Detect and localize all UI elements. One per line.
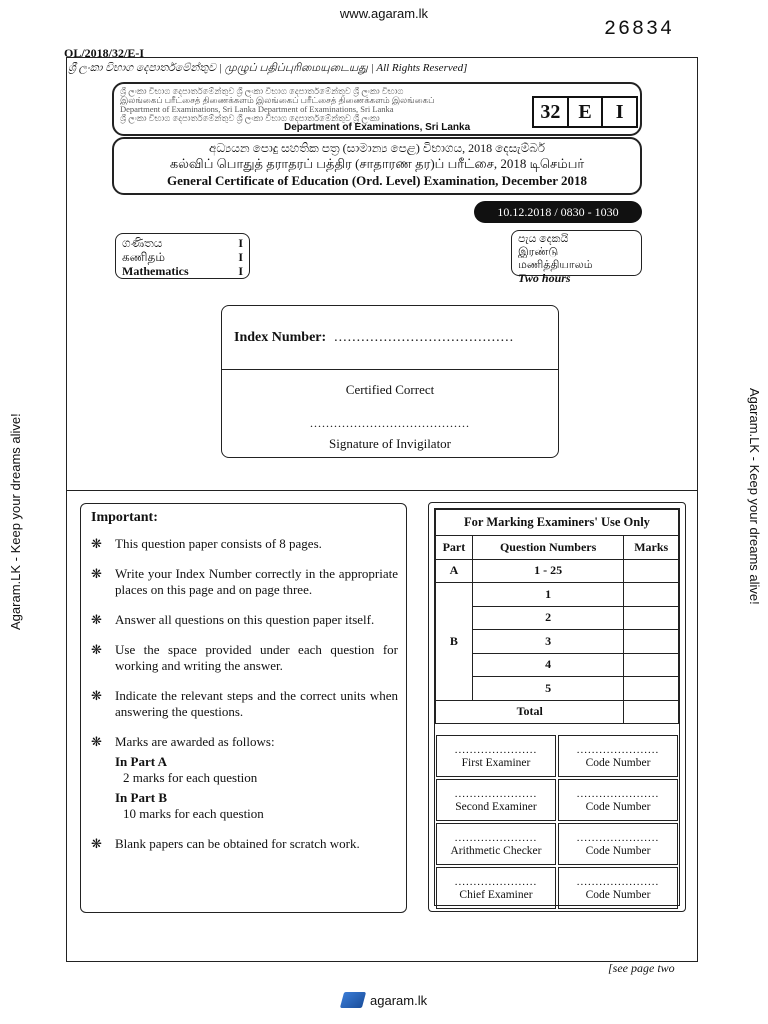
subject-numeral: I: [238, 264, 243, 278]
examiner-row: [435, 822, 679, 866]
table-row: [436, 559, 679, 583]
marks-cell[interactable]: [624, 653, 679, 677]
part-b-cell: B: [436, 583, 473, 701]
instruction-item: ❋ Write your Index Number correctly in the appropriate places on this page and on page three.: [91, 566, 398, 597]
subject-sinhala: ගණිතය: [122, 236, 163, 250]
instruction-item: ❋ Blank papers can be obtained for scratch work.: [91, 836, 360, 851]
marking-table-frame: [434, 508, 680, 906]
signature-label: Signature of Invigilator: [328, 436, 452, 451]
instruction-item: ❋ Marks are awarded as follows:: [91, 734, 275, 749]
part-a-cell: A: [436, 559, 473, 583]
instruction-item: ❋ Answer all questions on this question paper itself.: [91, 612, 375, 627]
subject-code-paper: I: [615, 100, 624, 123]
star-icon: ❋: [91, 642, 102, 657]
question-number: 2: [472, 606, 624, 630]
star-icon: ❋: [91, 612, 102, 627]
duration-box: [511, 230, 642, 285]
subject-tamil: கணிதம்: [122, 250, 165, 264]
footer-site: agaram.lk: [370, 992, 428, 1008]
rights-reserved: ශ්‍රී ලංකා විභාග දෙපාර්තමේන්තුව | முழுப் பதிப்புரிமையுடையது | All Rights Reserved]: [68, 62, 468, 74]
divider: [66, 490, 698, 491]
part-a-heading: In Part A: [115, 754, 167, 769]
code-number-cell[interactable]: ...................... Code Number: [558, 779, 678, 821]
important-instructions: [80, 503, 407, 913]
date-time-badge: 10.12.2018 / 0830 - 1030: [474, 201, 642, 223]
marks-cell[interactable]: [624, 606, 679, 630]
first-examiner-cell[interactable]: ...................... First Examiner: [436, 735, 556, 777]
footer-logo[interactable]: [342, 992, 427, 1008]
part-a-marks: 2 marks for each question: [123, 770, 258, 785]
part-b-heading: In Part B: [115, 790, 167, 805]
exam-title-box: [112, 137, 642, 195]
subject-box: [115, 233, 250, 279]
subject-english: Mathematics: [122, 264, 189, 278]
title-sinhala: අධ්‍යයන පොදු සහතික පත්‍ර (සාමාන්‍ය පෙළ) විභාගය, 2018 දෙසැම්බර්: [208, 141, 546, 155]
see-page-note: [see page two: [608, 961, 675, 975]
dept-line: இலங்கைப் பரீட்சைத் திணைக்களம் இலங்கைப் பரீட்சைத் திணைக்களம் இலங்கைப்: [120, 95, 435, 105]
instruction-item: ❋ This question paper consists of 8 pages.: [91, 536, 322, 551]
examiner-row: [435, 734, 679, 778]
arithmetic-checker-cell[interactable]: ...................... Arithmetic Checker: [436, 823, 556, 865]
part-b-marks: 10 marks for each question: [123, 806, 264, 821]
examiner-row: [435, 866, 679, 910]
subject-numeral: I: [238, 250, 243, 264]
title-english: General Certificate of Education (Ord. Level) Examination, December 2018: [166, 173, 587, 188]
code-number-cell[interactable]: ...................... Code Number: [558, 867, 678, 909]
code-number-cell[interactable]: ...................... Code Number: [558, 735, 678, 777]
question-number: 1: [472, 583, 624, 607]
table-row: [436, 653, 679, 677]
star-icon: ❋: [91, 836, 102, 851]
dept-line: Department of Examinations, Sri Lanka Department of Examinations, Sri Lanka: [120, 104, 394, 114]
star-icon: ❋: [91, 566, 102, 581]
question-number: 5: [472, 677, 624, 701]
examiner-row: [435, 778, 679, 822]
signature-field[interactable]: ........................................: [310, 416, 470, 430]
table-row: [436, 606, 679, 630]
marking-title: For Marking Examiners' Use Only: [436, 510, 679, 536]
chief-examiner-cell[interactable]: ...................... Chief Examiner: [436, 867, 556, 909]
index-number-field[interactable]: ........................................: [334, 329, 515, 345]
table-row: [436, 630, 679, 654]
index-number-label: Index Number:: [234, 329, 327, 345]
paper-code: OL/2018/32/E-I: [64, 46, 145, 60]
instruction-item: ❋ Use the space provided under each question for working and writing the answer.: [91, 642, 398, 673]
question-number: 4: [472, 653, 624, 677]
duration-tamil: இரண்டு மணித்தியாலம்: [518, 246, 593, 271]
marks-cell[interactable]: [624, 559, 679, 583]
duration-english: Two hours: [518, 271, 571, 285]
marks-cell[interactable]: [624, 583, 679, 607]
side-watermark-left: Agaram.LK - Keep your dreams alive!: [8, 413, 23, 630]
marks-cell[interactable]: [624, 630, 679, 654]
header-marks: Marks: [624, 536, 679, 560]
header-part: Part: [436, 536, 473, 560]
question-number: 3: [472, 630, 624, 654]
star-icon: ❋: [91, 688, 102, 703]
subject-code-number: 32: [534, 98, 569, 126]
marking-panel: [428, 502, 686, 912]
instruction-item: ❋ Indicate the relevant steps and the correct units when answering the questions.: [91, 688, 398, 719]
marks-table: [435, 509, 679, 724]
site-url: www.agaram.lk: [339, 6, 429, 21]
department-name: Department of Examinations, Sri Lanka: [284, 122, 471, 133]
code-number-cell[interactable]: ...................... Code Number: [558, 823, 678, 865]
header-question-numbers: Question Numbers: [472, 536, 624, 560]
important-title: Important:: [91, 510, 158, 525]
star-icon: ❋: [91, 734, 102, 749]
handwritten-number: 26834: [604, 18, 675, 41]
subject-code-box: [532, 96, 638, 128]
dept-line: ශ්‍රී ලංකා විභාග දෙපාර්තමේන්තුව ශ්‍රී ලංකා විභාග දෙපාර්තමේන්තුව ශ්‍රී ලංකා විභාග: [120, 86, 404, 96]
subject-code-medium: E: [569, 98, 604, 126]
second-examiner-cell[interactable]: ...................... Second Examiner: [436, 779, 556, 821]
dept-line: ශ්‍රී ලංකා විභාග දෙපාර්තමේන්තුව ශ්‍රී ලංකා විභාග දෙපාර්තමේන්තුව ශ්‍රී ලංකා: [120, 113, 380, 123]
certified-correct: Certified Correct: [345, 382, 435, 397]
side-watermark-right: Agaram.LK - Keep your dreams alive!: [747, 388, 762, 605]
title-tamil: கல்விப் பொதுத் தராதரப் பத்திர (சாதாரண தர)ப் பரீட்சை, 2018 டிசெம்பர்: [169, 156, 585, 171]
table-row: [436, 583, 679, 607]
index-number-row: [222, 306, 558, 370]
table-row: [436, 700, 679, 724]
marks-cell[interactable]: [624, 677, 679, 701]
examiner-signatures: [435, 734, 679, 910]
star-icon: ❋: [91, 536, 102, 551]
part-a-questions: 1 - 25: [472, 559, 624, 583]
total-label: Total: [436, 700, 624, 724]
total-marks-cell[interactable]: [624, 700, 679, 724]
index-number-box: [221, 305, 559, 458]
agaram-logo-icon: [340, 992, 366, 1008]
duration-sinhala: පැය දෙකයි: [518, 233, 569, 245]
table-row: [436, 677, 679, 701]
subject-numeral: I: [238, 236, 243, 250]
